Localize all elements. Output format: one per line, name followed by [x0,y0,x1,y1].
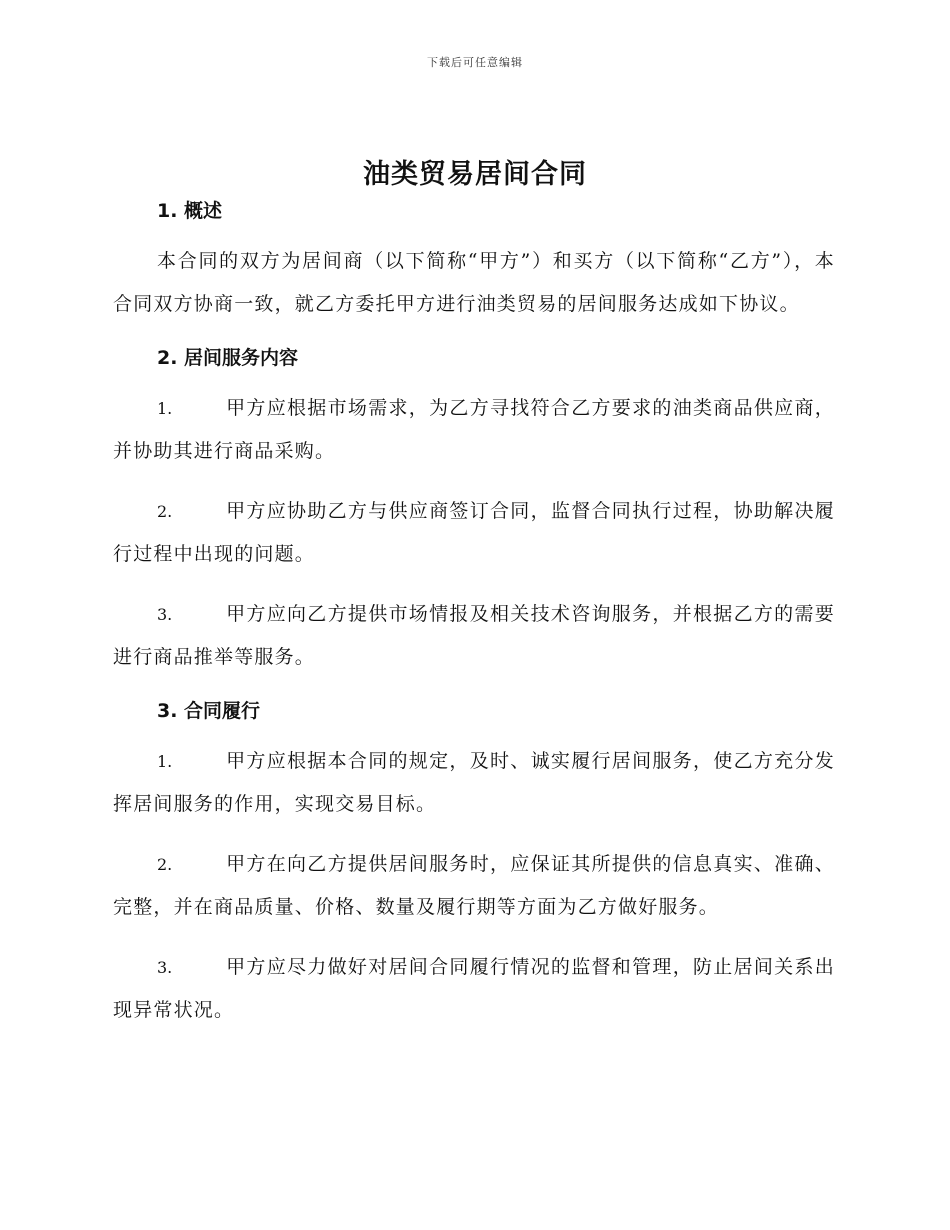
item-number: 2. [157,855,173,874]
service-item-1 [113,387,835,473]
header-note: 下载后可任意编辑 [427,56,523,69]
section-heading-performance: 3. 合同履行 [157,700,261,722]
item-number: 1. [157,399,173,418]
overview-paragraph: 本合同的双方为居间商（以下简称“甲方”）和买方（以下简称“乙方”），本合同双方协商一致，就乙方委托甲方进行油类贸易的居间服务达成如下协议。 [113,250,835,315]
item-number: 1. [157,752,173,771]
item-text: 甲方应根据市场需求，为乙方寻找符合乙方要求的油类商品供应商，并协助其进行商品采购。 [113,397,835,462]
item-text: 甲方应向乙方提供市场情报及相关技术咨询服务，并根据乙方的需要进行商品推举等服务。 [113,603,835,668]
section-heading-service-content: 2. 居间服务内容 [157,347,299,369]
section-heading-overview: 1. 概述 [157,200,223,222]
service-item-3 [113,593,835,679]
item-number: 3. [157,958,173,977]
item-text: 甲方应尽力做好对居间合同履行情况的监督和管理，防止居间关系出现异常状况。 [113,956,835,1021]
performance-item-3 [113,946,835,1032]
document-title: 油类贸易居间合同 [363,159,587,190]
document-body [113,196,835,1049]
item-number: 2. [157,502,173,521]
performance-item-1 [113,740,835,826]
item-text: 甲方在向乙方提供居间服务时，应保证其所提供的信息真实、准确、完整，并在商品质量、价格、数量及履行期等方面为乙方做好服务。 [113,853,835,918]
item-text: 甲方应根据本合同的规定，及时、诚实履行居间服务，使乙方充分发挥居间服务的作用，实现交易目标。 [113,750,835,815]
item-text: 甲方应协助乙方与供应商签订合同，监督合同执行过程，协助解决履行过程中出现的问题。 [113,500,835,565]
performance-item-2 [113,843,835,929]
service-item-2 [113,490,835,576]
item-number: 3. [157,605,173,624]
